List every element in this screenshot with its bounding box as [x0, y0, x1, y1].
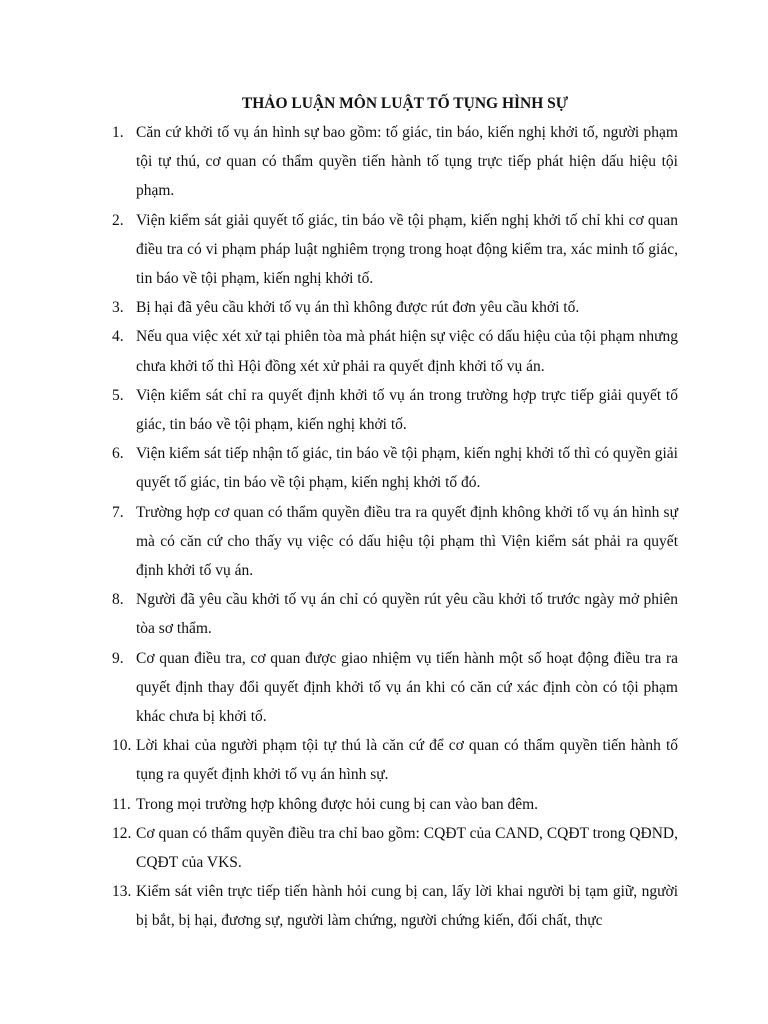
item-number: 1.	[112, 124, 124, 141]
list-item	[112, 206, 678, 294]
list-item	[112, 644, 678, 732]
list-item	[112, 118, 678, 206]
item-text: Nếu qua việc xét xử tại phiên tòa mà phát hiện sự việc có dấu hiệu của tội phạm nhưng chưa khởi tố thì Hội đồng xét xử phải ra quyết định khởi tố vụ án.	[136, 328, 678, 375]
item-text: Căn cứ khởi tố vụ án hình sự bao gồm: tố giác, tin báo, kiến nghị khởi tố, người phạm tội tự thú, cơ quan có thẩm quyền tiến hành tố tụng trực tiếp phát hiện dấu hiệu tội phạm.	[136, 124, 678, 200]
item-text: Trường hợp cơ quan có thẩm quyền điều tra ra quyết định không khởi tố vụ án hình sự mà có căn cứ cho thấy vụ việc có dấu hiệu tội phạm thì Viện kiểm sát phải ra quyết định khởi tố vụ án.	[136, 503, 678, 580]
item-text: Người đã yêu cầu khởi tố vụ án chỉ có quyền rút yêu cầu khởi tố trước ngày mở phiên tòa sơ thẩm.	[136, 591, 678, 638]
list-item	[112, 877, 678, 935]
list-item	[112, 731, 678, 789]
item-number: 2.	[112, 211, 124, 229]
question-list	[112, 118, 678, 936]
item-number: 13.	[112, 883, 132, 901]
list-item	[112, 585, 678, 643]
list-item	[112, 819, 678, 877]
item-text: Viện kiểm sát tiếp nhận tố giác, tin báo về tội phạm, kiến nghị khởi tố thì có quyền giải quyết tố giác, tin báo về tội phạm, kiến nghị khởi tố đó.	[136, 445, 678, 492]
list-item	[112, 381, 678, 439]
item-number: 6.	[112, 445, 124, 463]
item-text: Trong mọi trường hợp không được hỏi cung bị can vào ban đêm.	[136, 795, 539, 813]
item-text: Bị hại đã yêu cầu khởi tố vụ án thì không được rút đơn yêu cầu khởi tố.	[136, 299, 580, 317]
item-number: 12.	[112, 824, 132, 842]
item-number: 4.	[112, 328, 124, 346]
item-number: 9.	[112, 649, 124, 667]
item-number: 10.	[112, 737, 132, 755]
list-item	[112, 498, 678, 586]
item-text: Lời khai của người phạm tội tự thú là căn cứ để cơ quan có thẩm quyền tiến hành tố tụng ra quyết định khởi tố vụ án hình sự.	[136, 737, 678, 784]
item-text: Viện kiểm sát giải quyết tố giác, tin báo về tội phạm, kiến nghị khởi tố chỉ khi cơ quan điều tra có vi phạm pháp luật nghiêm trọng trong hoạt động kiểm tra, xác minh tố giác, tin báo về tội phạm, kiến nghị khởi tố.	[136, 211, 678, 288]
item-number: 8.	[112, 591, 124, 609]
list-item	[112, 790, 678, 819]
item-text: Cơ quan có thẩm quyền điều tra chỉ bao gồm: CQĐT của CAND, CQĐT trong QĐND, CQĐT của VKS.	[136, 824, 678, 872]
list-item	[112, 293, 678, 322]
item-text: Kiểm sát viên trực tiếp tiến hành hỏi cung bị can, lấy lời khai người bị tạm giữ, người bị bắt, bị hại, đương sự, người làm chứng, người chứng kiến, đối chất, thực	[136, 883, 678, 930]
document-title: THẢO LUẬN MÔN LUẬT TỐ TỤNG HÌNH SỰ	[241, 95, 569, 112]
item-text: Viện kiểm sát chỉ ra quyết định khởi tố vụ án trong trường hợp trực tiếp giải quyết tố giác, tin báo về tội phạm, kiến nghị khởi tố.	[136, 386, 678, 434]
list-item	[112, 439, 678, 497]
item-number: 5.	[112, 386, 124, 404]
item-number: 7.	[112, 503, 124, 521]
list-item	[112, 322, 678, 380]
item-number: 11.	[112, 795, 131, 813]
item-number: 3.	[112, 299, 124, 317]
item-text: Cơ quan điều tra, cơ quan được giao nhiệm vụ tiến hành một số hoạt động điều tra ra quyết định thay đổi quyết định khởi tố vụ án khi có căn cứ xác định còn có tội phạm khác chưa bị khởi tố.	[136, 649, 678, 726]
